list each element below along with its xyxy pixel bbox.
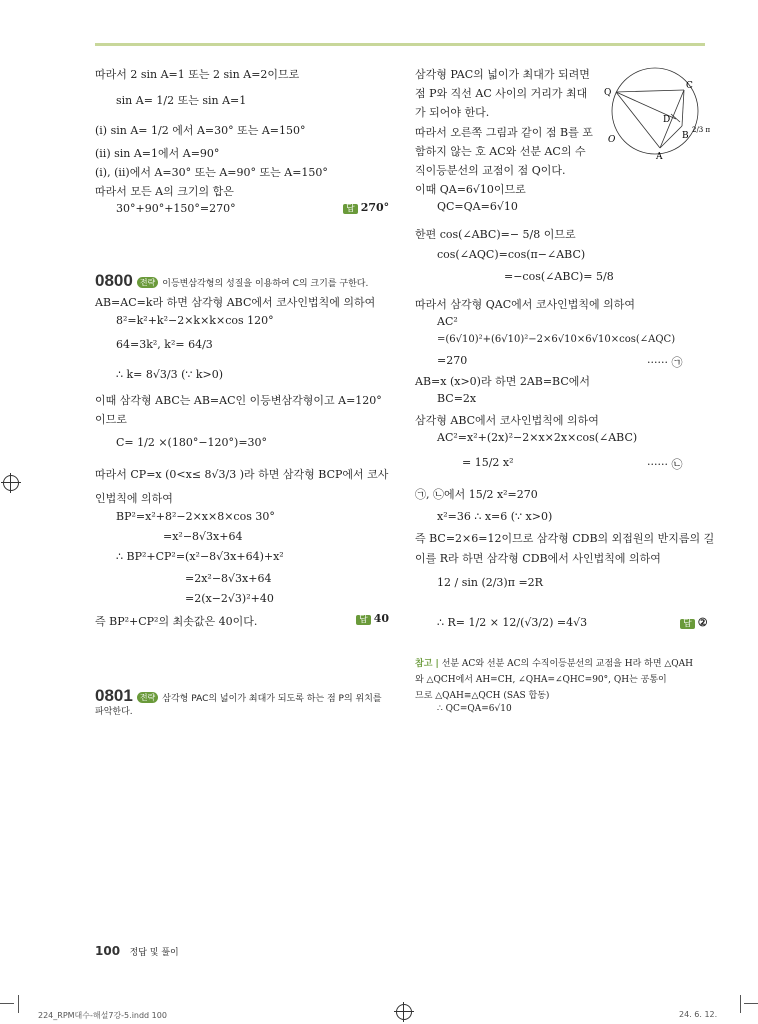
text-line: ∴ R= 1/2 × 12/(√3/2) =4√3 bbox=[437, 616, 588, 629]
text-line: x²=36 ∴ x=6 (∵ x>0) bbox=[437, 510, 553, 523]
text-line: =2(x−2√3)²+40 bbox=[185, 592, 274, 605]
text-line: ㉠, ㉡에서 15/2 x²=270 bbox=[415, 488, 538, 501]
label-c: C bbox=[686, 81, 693, 91]
answer-box bbox=[343, 201, 389, 214]
text-line: 30°+90°+150°=270° bbox=[116, 202, 236, 215]
trim-mark bbox=[740, 995, 741, 1013]
text-line: 64=3k², k²= 64/3 bbox=[116, 338, 213, 351]
text-line: (ⅰ), (ⅱ)에서 A=30° 또는 A=90° 또는 A=150° bbox=[95, 166, 328, 179]
text-line: 인법칙에 의하여 bbox=[95, 492, 173, 505]
text-line: 따라서 오른쪽 그림과 같이 점 B를 포 bbox=[415, 126, 593, 139]
text-line: (ⅰ) sin A= 1/2 에서 A=30° 또는 A=150° bbox=[95, 124, 306, 137]
problem-number: 0801 bbox=[95, 686, 133, 705]
text-line: 이때 QA=6√10이므로 bbox=[415, 183, 526, 196]
text-line: 즉 BP²+CP²의 최솟값은 40이다. bbox=[95, 615, 258, 628]
text-line: sin A= 1/2 또는 sin A=1 bbox=[116, 94, 247, 107]
label-a: A bbox=[656, 152, 663, 162]
label-d: D bbox=[663, 115, 671, 125]
text-line: 12 / sin (2/3)π =2R bbox=[437, 576, 543, 589]
problem-0801-header bbox=[95, 686, 382, 706]
text-line: AB=AC=k라 하면 삼각형 ABC에서 코사인법칙에 의하여 bbox=[95, 296, 376, 309]
answer-label: 답 bbox=[343, 204, 358, 214]
text-line: 따라서 삼각형 QAC에서 코사인법칙에 의하여 bbox=[415, 298, 636, 311]
file-name: 224_RPM대수-해설7강-5.indd 100 bbox=[38, 1011, 167, 1020]
text-line: BP²=x²+8²−2×x×8×cos 30° bbox=[116, 510, 275, 523]
segment-cb bbox=[682, 90, 684, 126]
text-line: =2x²−8√3x+64 bbox=[185, 572, 272, 585]
text-line: =x²−8√3x+64 bbox=[163, 530, 243, 543]
text-line: =(6√10)²+(6√10)²−2×6√10×6√10×cos(∠AQC) bbox=[437, 334, 676, 345]
trim-mark bbox=[744, 1003, 758, 1004]
note-text: 선분 AC와 선분 AC의 수직이등분선의 교점을 H라 하면 △QAH bbox=[441, 659, 694, 669]
geometry-figure bbox=[598, 64, 713, 168]
strategy-text: 파악한다. bbox=[95, 707, 133, 717]
registration-mark-icon bbox=[3, 475, 19, 491]
registration-mark-icon bbox=[396, 1004, 412, 1020]
trim-mark bbox=[18, 995, 19, 1013]
text-line: AB=x (x>0)라 하면 2AB=BC에서 bbox=[415, 375, 591, 388]
page-footer bbox=[95, 944, 179, 958]
answer-label: 답 bbox=[680, 619, 695, 629]
text-line: 따라서 모든 A의 크기의 합은 bbox=[95, 185, 234, 198]
text-line: 따라서 CP=x (0<x≤ 8√3/3 )라 하면 삼각형 BCP에서 코사 bbox=[95, 468, 389, 481]
answer-label: 답 bbox=[356, 615, 371, 625]
problem-number: 0800 bbox=[95, 271, 133, 290]
strategy-text: 삼각형 PAC의 넓이가 최대가 되도록 하는 점 P의 위치를 bbox=[162, 694, 382, 704]
text-line: C= 1/2 ×(180°−120°)=30° bbox=[116, 436, 268, 449]
angle-label: 2/3 π bbox=[692, 126, 711, 134]
text-line: 따라서 2 sin A=1 또는 2 sin A=2이므로 bbox=[95, 68, 300, 81]
label-q: Q bbox=[604, 88, 612, 98]
text-line: 가 되어야 한다. bbox=[415, 106, 490, 119]
equation-mark: ······ ㉡ bbox=[647, 458, 683, 471]
text-line: 함하지 않는 호 AC와 선분 AC의 수 bbox=[415, 145, 586, 158]
text-line: (ⅱ) sin A=1에서 A=90° bbox=[95, 147, 220, 160]
text-line: =270 bbox=[437, 354, 468, 367]
strategy-badge: 전략 bbox=[137, 277, 158, 288]
text-line: cos(∠AQC)=cos(π−∠ABC) bbox=[437, 248, 586, 261]
text-line: 8²=k²+k²−2×k×k×cos 120° bbox=[116, 314, 274, 327]
problem-0800-header bbox=[95, 271, 368, 291]
strategy-badge: 전략 bbox=[137, 692, 158, 703]
text-line: =−cos(∠ABC)= 5/8 bbox=[504, 270, 614, 283]
note-line: 므로 △QAH≡△QCH (SAS 합동) bbox=[415, 691, 550, 701]
text-line: 이때 삼각형 ABC는 AB=AC인 이등변삼각형이고 A=120° bbox=[95, 394, 382, 407]
trim-mark bbox=[0, 1003, 14, 1004]
answer-value: 270° bbox=[360, 201, 390, 214]
label-o: O bbox=[608, 135, 616, 145]
print-date: 24. 6. 12. bbox=[679, 1010, 718, 1019]
text-line: AC²=x²+(2x)²−2×x×2x×cos(∠ABC) bbox=[437, 431, 638, 444]
text-line: 이므로 bbox=[95, 413, 127, 426]
text-line: QC=QA=6√10 bbox=[437, 200, 518, 213]
text-line: 삼각형 ABC에서 코사인법칙에 의하여 bbox=[415, 414, 599, 427]
answer-box bbox=[680, 616, 708, 629]
segment-ab bbox=[660, 126, 682, 148]
strategy-text: 이등변삼각형의 성질을 이용하여 C의 크기를 구한다. bbox=[162, 279, 369, 289]
text-line: 즉 BC=2×6=12이므로 삼각형 CDB의 외접원의 반지름의 길 bbox=[415, 532, 715, 545]
text-line: AC² bbox=[437, 315, 458, 328]
section-title: 정답 및 풀이 bbox=[129, 948, 179, 958]
equation-mark: ······ ㉠ bbox=[647, 356, 683, 369]
segment-qc bbox=[616, 90, 684, 92]
page-number: 100 bbox=[95, 944, 121, 958]
header-rule bbox=[95, 43, 705, 46]
answer-box bbox=[356, 612, 389, 625]
text-line: 한편 cos(∠ABC)=− 5/8 이므로 bbox=[415, 228, 576, 241]
note-line-1 bbox=[415, 656, 693, 669]
note-line: ∴ QC=QA=6√10 bbox=[437, 704, 512, 714]
answer-value: ② bbox=[697, 616, 708, 629]
label-b: B bbox=[682, 131, 689, 141]
text-line: 삼각형 PAC의 넓이가 최대가 되려면 bbox=[415, 68, 590, 81]
text-line: = 15/2 x² bbox=[462, 456, 514, 469]
text-line: 직이등분선의 교점이 점 Q이다. bbox=[415, 164, 566, 177]
note-label: 참고 | bbox=[415, 659, 439, 669]
text-line: 점 P와 직선 AC 사이의 거리가 최대 bbox=[415, 87, 588, 100]
text-line: ∴ k= 8√3/3 (∵ k>0) bbox=[116, 368, 224, 381]
answer-value: 40 bbox=[373, 612, 390, 625]
text-line: ∴ BP²+CP²=(x²−8√3x+64)+x² bbox=[116, 550, 284, 563]
text-line: BC=2x bbox=[437, 392, 477, 405]
text-line: 이를 R라 하면 삼각형 CDB에서 사인법칙에 의하여 bbox=[415, 552, 661, 565]
note-line: 와 △QCH에서 AH=CH, ∠QHA=∠QHC=90°, QH는 공통이 bbox=[415, 675, 667, 685]
